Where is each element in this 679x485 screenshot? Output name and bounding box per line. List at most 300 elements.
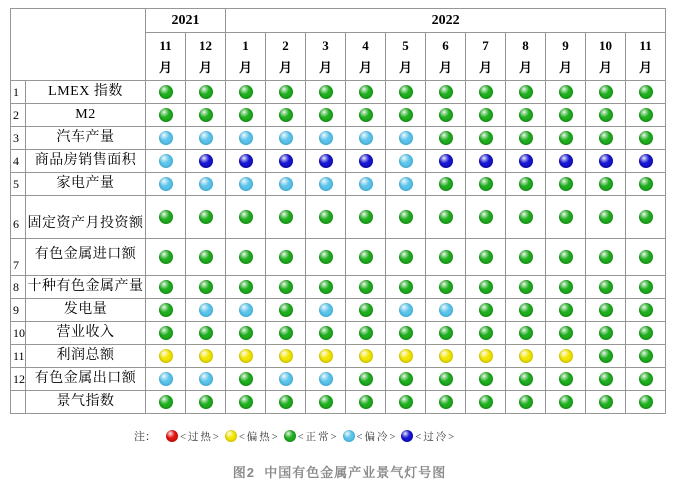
signal-light-cyan: [159, 154, 173, 168]
signal-light-green: [479, 303, 493, 317]
signal-light-green: [479, 85, 493, 99]
indicator-row: [11, 322, 666, 345]
signal-cell: [346, 150, 386, 173]
signal-light-cyan: [319, 131, 333, 145]
signal-cell: [146, 81, 186, 104]
indicator-name: 有色金属出口额: [26, 368, 146, 391]
signal-light-blue: [439, 154, 453, 168]
signal-light-green: [399, 85, 413, 99]
signal-cell: [306, 368, 346, 391]
signal-light-green: [159, 395, 173, 409]
signal-cell: [426, 104, 466, 127]
signal-cell: [586, 196, 626, 239]
signal-cell: [466, 299, 506, 322]
signal-cell: [186, 368, 226, 391]
legend-items: [166, 429, 460, 444]
legend-light-cyan: [343, 430, 355, 442]
month-header: [306, 33, 346, 81]
signal-cell: [266, 276, 306, 299]
signal-light-green: [199, 108, 213, 122]
signal-cell: [266, 127, 306, 150]
legend-item: [225, 429, 280, 444]
signal-light-green: [599, 177, 613, 191]
signal-cell: [386, 299, 426, 322]
signal-light-green: [159, 326, 173, 340]
signal-light-cyan: [159, 372, 173, 386]
signal-cell: [386, 322, 426, 345]
indicator-name: 固定资产月投资额: [26, 196, 146, 239]
signal-cell: [306, 150, 346, 173]
month-number: 3: [322, 37, 329, 53]
signal-light-green: [479, 131, 493, 145]
row-index: 5: [11, 173, 26, 196]
signal-light-green: [239, 108, 253, 122]
indicator-row: [11, 150, 666, 173]
signal-cell: [586, 345, 626, 368]
signal-light-green: [279, 326, 293, 340]
signal-cell: [146, 127, 186, 150]
signal-cell: [386, 276, 426, 299]
signal-light-green: [439, 177, 453, 191]
signal-cell: [626, 299, 666, 322]
signal-cell: [506, 104, 546, 127]
signal-cell: [546, 239, 586, 276]
year-header-row: [11, 9, 666, 33]
signal-light-green: [199, 210, 213, 224]
signal-light-yellow: [519, 349, 533, 363]
signal-cell: [386, 345, 426, 368]
signal-light-green: [279, 395, 293, 409]
signal-light-cyan: [319, 177, 333, 191]
signal-light-yellow: [279, 349, 293, 363]
signal-light-green: [519, 395, 533, 409]
signal-light-green: [199, 250, 213, 264]
signal-cell: [226, 81, 266, 104]
row-index: 9: [11, 299, 26, 322]
signal-cell: [586, 104, 626, 127]
signal-light-green: [399, 395, 413, 409]
signal-cell: [426, 276, 466, 299]
signal-light-green: [439, 108, 453, 122]
signal-light-green: [599, 85, 613, 99]
signal-cell: [466, 368, 506, 391]
signal-cell: [226, 391, 266, 414]
signal-cell: [546, 196, 586, 239]
signal-cell: [426, 81, 466, 104]
signal-light-green: [239, 250, 253, 264]
signal-light-green: [439, 326, 453, 340]
signal-cell: [466, 345, 506, 368]
signal-light-green: [159, 108, 173, 122]
signal-cell: [586, 173, 626, 196]
signal-cell: [186, 173, 226, 196]
month-header: [186, 33, 226, 81]
signal-light-green: [599, 326, 613, 340]
month-number: 11: [639, 37, 652, 53]
signal-cell: [186, 196, 226, 239]
signal-cell: [586, 368, 626, 391]
month-number: 4: [362, 37, 369, 53]
month-number: 5: [402, 37, 409, 53]
signal-light-green: [559, 108, 573, 122]
signal-light-green: [239, 210, 253, 224]
signal-cell: [306, 81, 346, 104]
month-number: 6: [442, 37, 449, 53]
signal-cell: [626, 127, 666, 150]
signal-cell: [466, 322, 506, 345]
month-header: [346, 33, 386, 81]
signal-light-cyan: [399, 154, 413, 168]
signal-light-green: [559, 85, 573, 99]
signal-light-green: [559, 372, 573, 386]
legend-item: [284, 429, 339, 444]
signal-light-green: [199, 326, 213, 340]
signal-cell: [506, 368, 546, 391]
indicator-row: [11, 368, 666, 391]
month-header: [586, 33, 626, 81]
signal-light-green: [319, 326, 333, 340]
signal-light-green: [439, 210, 453, 224]
signal-light-cyan: [399, 177, 413, 191]
signal-light-green: [439, 85, 453, 99]
signal-cell: [586, 127, 626, 150]
month-number: 8: [522, 37, 529, 53]
signal-cell: [506, 196, 546, 239]
signal-light-green: [399, 108, 413, 122]
legend-light-green: [284, 430, 296, 442]
signal-light-green: [359, 395, 373, 409]
signal-light-green: [439, 372, 453, 386]
signal-cell: [346, 127, 386, 150]
legend-note-label: 注：: [134, 431, 156, 443]
signal-light-green: [479, 177, 493, 191]
signal-light-green: [559, 177, 573, 191]
signal-cell: [266, 104, 306, 127]
signal-cell: [306, 196, 346, 239]
signal-light-green: [519, 108, 533, 122]
indicator-name: 利润总额: [26, 345, 146, 368]
signal-light-green: [599, 280, 613, 294]
figure-caption: 图2 中国有色金属产业景气灯号图: [232, 465, 447, 480]
signal-cell: [386, 173, 426, 196]
signal-light-green: [559, 395, 573, 409]
signal-light-blue: [359, 154, 373, 168]
month-header: [626, 33, 666, 81]
signal-light-green: [519, 326, 533, 340]
signal-light-green: [319, 250, 333, 264]
signal-cell: [386, 368, 426, 391]
signal-cell: [506, 322, 546, 345]
signal-light-green: [199, 85, 213, 99]
signal-light-green: [279, 210, 293, 224]
signal-light-green: [239, 395, 253, 409]
signal-cell: [546, 104, 586, 127]
signal-light-green: [279, 280, 293, 294]
signal-light-blue: [199, 154, 213, 168]
signal-cell: [426, 150, 466, 173]
signal-light-green: [519, 280, 533, 294]
signal-light-cyan: [199, 372, 213, 386]
signal-light-yellow: [359, 349, 373, 363]
signal-cell: [466, 196, 506, 239]
signal-cell: [266, 196, 306, 239]
signal-cell: [426, 368, 466, 391]
signal-cell: [226, 173, 266, 196]
row-index: 2: [11, 104, 26, 127]
signal-light-green: [519, 303, 533, 317]
table-header: [11, 9, 666, 81]
indicator-name: 发电量: [26, 299, 146, 322]
signal-light-green: [599, 303, 613, 317]
signal-light-yellow: [199, 349, 213, 363]
signal-cell: [386, 81, 426, 104]
signal-cell: [626, 368, 666, 391]
signal-light-green: [639, 395, 653, 409]
signal-light-green: [159, 210, 173, 224]
signal-cell: [546, 173, 586, 196]
signal-light-green: [639, 210, 653, 224]
signal-light-green: [359, 250, 373, 264]
month-header: [466, 33, 506, 81]
signal-light-cyan: [359, 131, 373, 145]
signal-light-yellow: [159, 349, 173, 363]
signal-light-cyan: [239, 177, 253, 191]
signal-cell: [146, 104, 186, 127]
signal-light-green: [239, 85, 253, 99]
signal-cell: [146, 239, 186, 276]
indicator-name: 汽车产量: [26, 127, 146, 150]
indicator-row: [11, 81, 666, 104]
indicator-row: [11, 345, 666, 368]
signal-light-blue: [559, 154, 573, 168]
signal-light-green: [479, 108, 493, 122]
month-number: 7: [482, 37, 489, 53]
signal-cell: [626, 345, 666, 368]
signal-light-green: [479, 395, 493, 409]
signal-cell: [346, 391, 386, 414]
signal-cell: [506, 299, 546, 322]
signal-light-green: [599, 349, 613, 363]
month-number: 2: [282, 37, 289, 53]
signal-cell: [146, 345, 186, 368]
legend: [134, 428, 460, 444]
signal-light-green: [559, 131, 573, 145]
signal-light-green: [159, 250, 173, 264]
legend-label: <过冷>: [415, 431, 457, 443]
signal-cell: [186, 81, 226, 104]
signal-light-yellow: [439, 349, 453, 363]
signal-light-yellow: [479, 349, 493, 363]
indicator-name: 景气指数: [26, 391, 146, 414]
signal-cell: [506, 173, 546, 196]
indicator-row: [11, 299, 666, 322]
legend-label: <偏热>: [238, 431, 280, 443]
signal-light-green: [599, 395, 613, 409]
signal-cell: [346, 299, 386, 322]
signal-light-green: [639, 372, 653, 386]
corner-cell: [11, 9, 146, 81]
signal-cell: [186, 345, 226, 368]
signal-cell: [146, 322, 186, 345]
indicator-row: [11, 239, 666, 276]
signal-light-cyan: [439, 303, 453, 317]
signal-light-green: [399, 326, 413, 340]
month-unit: 月: [238, 59, 252, 75]
signal-cell: [386, 150, 426, 173]
signal-light-cyan: [319, 303, 333, 317]
signal-light-green: [319, 280, 333, 294]
row-index: 7: [11, 239, 26, 276]
signal-light-green: [639, 85, 653, 99]
signal-cell: [586, 322, 626, 345]
signal-cell: [426, 127, 466, 150]
signal-light-green: [599, 131, 613, 145]
signal-cell: [146, 299, 186, 322]
signal-cell: [226, 299, 266, 322]
row-index: 6: [11, 196, 26, 239]
signal-light-cyan: [279, 177, 293, 191]
signal-light-green: [559, 303, 573, 317]
indicator-name: 家电产量: [26, 173, 146, 196]
signal-cell: [626, 391, 666, 414]
month-number: 12: [199, 37, 212, 53]
signal-cell: [146, 368, 186, 391]
indicator-row: [11, 196, 666, 239]
signal-cell: [346, 368, 386, 391]
signal-cell: [506, 150, 546, 173]
indicator-row: [11, 173, 666, 196]
signal-cell: [426, 345, 466, 368]
signal-light-cyan: [359, 177, 373, 191]
signal-light-table: [10, 8, 666, 414]
indicator-row: [11, 104, 666, 127]
signal-cell: [426, 196, 466, 239]
signal-cell: [626, 239, 666, 276]
indicator-rows: [11, 81, 666, 414]
signal-cell: [506, 81, 546, 104]
signal-light-green: [439, 250, 453, 264]
signal-light-blue: [639, 154, 653, 168]
signal-cell: [466, 150, 506, 173]
month-unit: 月: [158, 59, 172, 75]
signal-cell: [146, 276, 186, 299]
signal-cell: [226, 104, 266, 127]
signal-cell: [146, 391, 186, 414]
month-number: 11: [159, 37, 172, 53]
signal-light-green: [279, 108, 293, 122]
indicator-name: LMEX 指数: [26, 81, 146, 104]
row-index: 11: [11, 345, 26, 368]
indicator-name: 商品房销售面积: [26, 150, 146, 173]
signal-light-green: [199, 280, 213, 294]
signal-light-cyan: [279, 372, 293, 386]
signal-cell: [186, 104, 226, 127]
signal-cell: [346, 239, 386, 276]
indicator-row: [11, 127, 666, 150]
signal-cell: [226, 127, 266, 150]
signal-cell: [546, 345, 586, 368]
indicator-name: 营业收入: [26, 322, 146, 345]
signal-light-green: [279, 85, 293, 99]
signal-light-green: [479, 372, 493, 386]
signal-light-green: [519, 210, 533, 224]
signal-cell: [426, 173, 466, 196]
signal-light-green: [359, 85, 373, 99]
signal-light-green: [639, 108, 653, 122]
signal-light-green: [599, 210, 613, 224]
signal-light-yellow: [319, 349, 333, 363]
signal-cell: [306, 104, 346, 127]
row-index: 4: [11, 150, 26, 173]
year-header: 2022: [226, 9, 666, 33]
legend-label: <正常>: [297, 431, 339, 443]
signal-light-cyan: [399, 303, 413, 317]
month-header: [506, 33, 546, 81]
signal-cell: [466, 173, 506, 196]
signal-cell: [506, 239, 546, 276]
signal-light-green: [479, 280, 493, 294]
signal-light-green: [639, 131, 653, 145]
month-unit: 月: [358, 59, 372, 75]
signal-cell: [586, 239, 626, 276]
signal-light-green: [359, 210, 373, 224]
signal-cell: [266, 81, 306, 104]
signal-cell: [626, 81, 666, 104]
signal-light-blue: [319, 154, 333, 168]
signal-cell: [306, 322, 346, 345]
signal-light-green: [399, 372, 413, 386]
signal-cell: [266, 322, 306, 345]
signal-cell: [186, 322, 226, 345]
signal-light-green: [359, 280, 373, 294]
legend-item: [343, 429, 398, 444]
signal-cell: [586, 150, 626, 173]
month-unit: 月: [518, 59, 532, 75]
signal-cell: [146, 150, 186, 173]
signal-light-blue: [279, 154, 293, 168]
signal-light-green: [639, 250, 653, 264]
signal-light-green: [399, 280, 413, 294]
signal-cell: [266, 368, 306, 391]
signal-light-green: [599, 250, 613, 264]
legend-light-red: [166, 430, 178, 442]
signal-light-green: [359, 326, 373, 340]
signal-light-cyan: [239, 131, 253, 145]
signal-light-green: [639, 177, 653, 191]
signal-light-green: [519, 372, 533, 386]
signal-cell: [386, 104, 426, 127]
indicator-name: 有色金属进口额: [26, 239, 146, 276]
signal-light-cyan: [199, 303, 213, 317]
signal-cell: [386, 239, 426, 276]
signal-cell: [586, 391, 626, 414]
signal-cell: [466, 276, 506, 299]
row-index: 12: [11, 368, 26, 391]
signal-cell: [506, 127, 546, 150]
signal-cell: [306, 127, 346, 150]
signal-cell: [186, 299, 226, 322]
signal-cell: [426, 239, 466, 276]
signal-light-green: [439, 395, 453, 409]
signal-cell: [546, 276, 586, 299]
signal-cell: [346, 81, 386, 104]
signal-cell: [346, 276, 386, 299]
signal-light-green: [399, 250, 413, 264]
signal-light-green: [199, 395, 213, 409]
legend-item: [166, 429, 221, 444]
month-header: [266, 33, 306, 81]
signal-light-cyan: [159, 177, 173, 191]
